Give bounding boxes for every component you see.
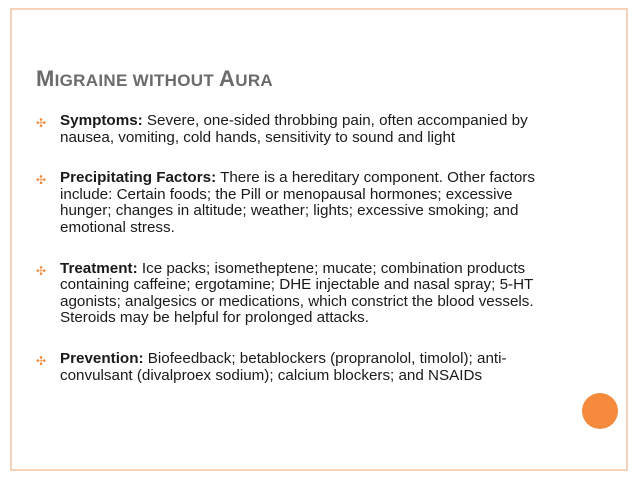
slide-title <box>36 66 273 92</box>
title-rest-2: URA <box>235 71 273 90</box>
title-cap-1: M <box>36 66 55 91</box>
bullet-icon: ✣ <box>36 263 47 278</box>
bullet-precipitating-factors <box>36 170 566 236</box>
bullet-text: Biofeedback; betablockers (propranolol, timolol); anti-convulsant (divalproex sodium); calcium blockers; and NSAIDs <box>60 349 507 384</box>
title-cap-2: A <box>219 66 236 91</box>
bullet-text: There is a hereditary component. Other factors include: Certain foods; the Pill or menopausal hormones; excessive hunger; changes in altitude; weather; lights; excessive smoking; and emotional stress. <box>60 169 535 236</box>
bullet-label: Symptoms: <box>60 112 143 129</box>
bullet-label: Precipitating Factors: <box>60 169 217 187</box>
title-rest-1: IGRAINE WITHOUT <box>54 71 220 90</box>
bullet-prevention <box>36 351 566 384</box>
bullet-text: Severe, one-sided throbbing pain, often accompanied by nausea, vomiting, cold hands, sensitivity to sound and light <box>60 112 528 146</box>
decorative-orange-circle <box>582 393 618 429</box>
slide-border-right <box>626 8 628 471</box>
bullet-label: Treatment: <box>60 259 138 277</box>
bullet-icon: ✣ <box>36 353 47 368</box>
bullet-text: Ice packs; isometheptene; mucate; combination products containing caffeine; ergotamine; DHE injectable and nasal spray; 5-HT agonists; analgesics or medications, which constrict the blood vessels. Steroids may be helpful for prolonged attacks. <box>60 259 534 327</box>
bullet-icon: ✣ <box>36 116 47 130</box>
bullet-treatment <box>36 261 566 327</box>
bullet-symptoms <box>36 113 566 146</box>
bullet-icon: ✣ <box>36 173 47 188</box>
slide-border-top <box>10 8 628 10</box>
bullet-list <box>36 113 566 384</box>
slide-border-left <box>10 8 12 471</box>
bullet-label: Prevention: <box>60 349 144 367</box>
slide-border-bottom <box>10 469 628 471</box>
